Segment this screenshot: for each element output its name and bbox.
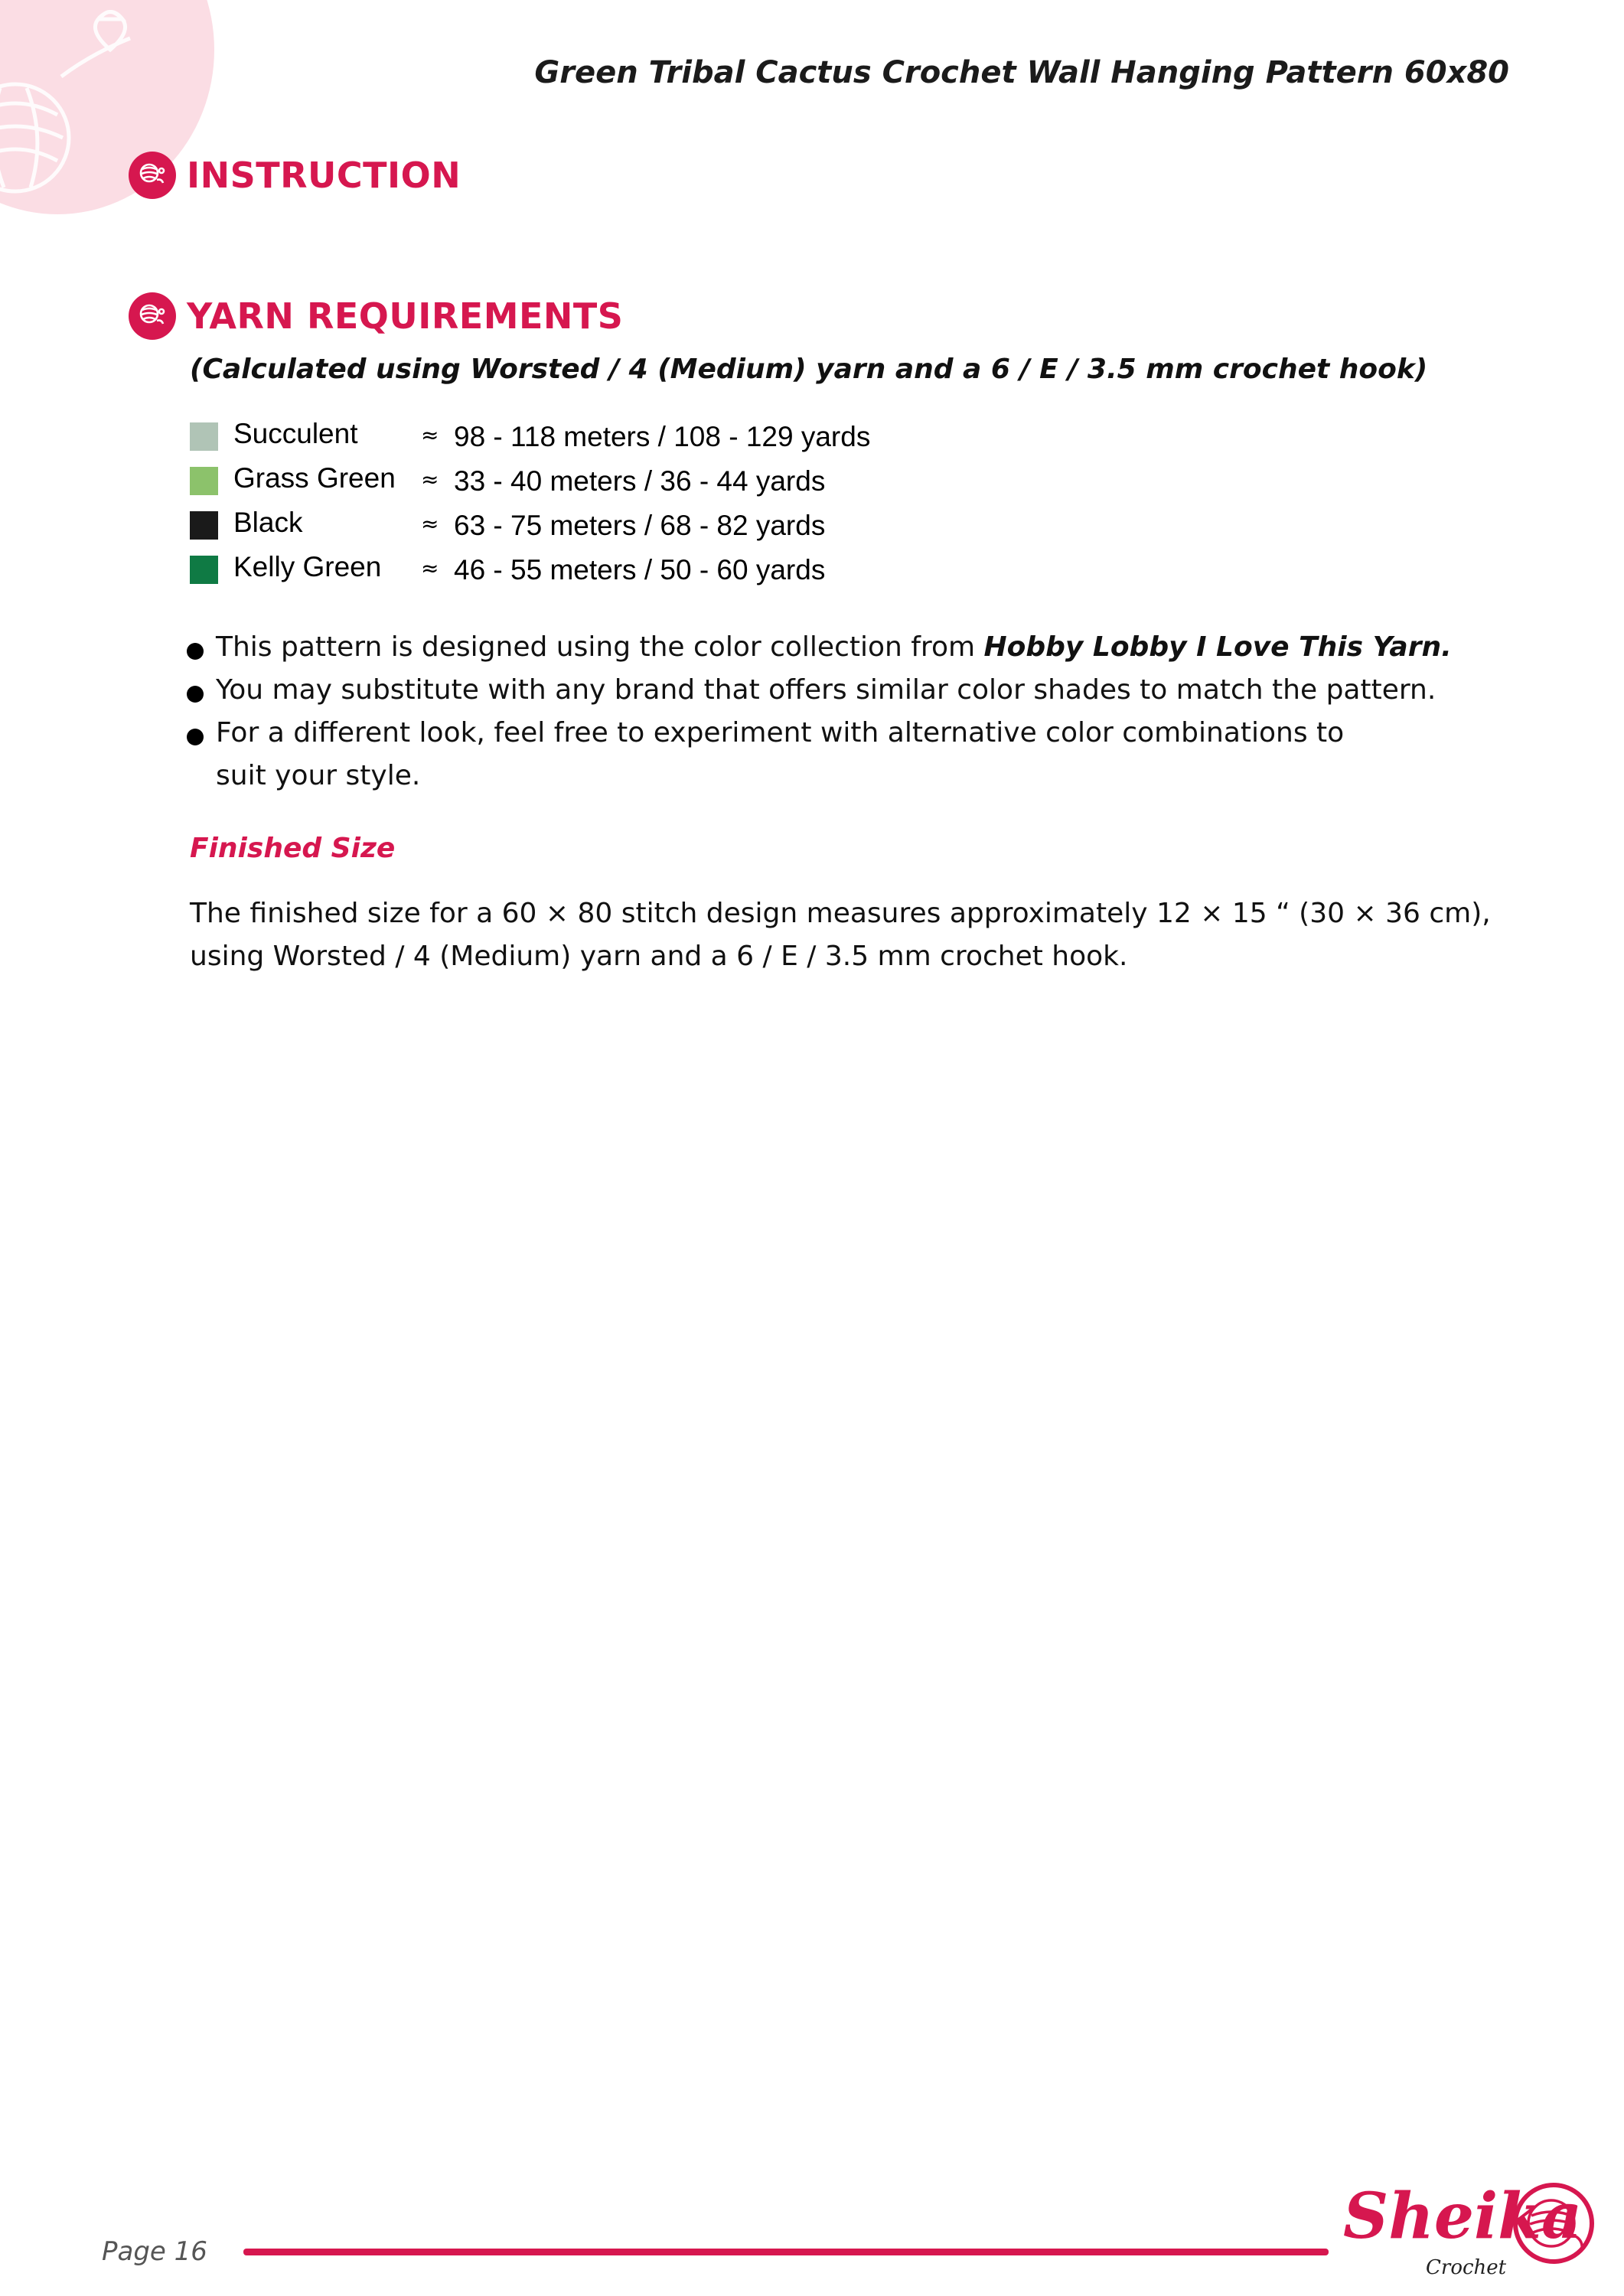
footer-divider (243, 2249, 1329, 2255)
brand-name: Hobby Lobby I Love This Yarn. (983, 631, 1452, 663)
yarn-requirements-heading-text: YARN REQUIREMENTS (187, 295, 624, 337)
note-text: For a different look, feel free to experiment with alternative color combinations to suit your style. (216, 717, 1345, 791)
instruction-heading-text: INSTRUCTION (187, 155, 461, 196)
yarn-amount: 98 - 118 meters / 108 - 129 yards (454, 421, 871, 452)
approx-symbol: ≈ (421, 422, 439, 448)
color-swatch (190, 556, 218, 584)
yarn-name: Black (233, 507, 303, 538)
approx-symbol: ≈ (421, 467, 439, 492)
document-title: Green Tribal Cactus Crochet Wall Hanging Pattern 60x80 (534, 55, 1509, 90)
yarn-name: Succulent (233, 418, 358, 449)
color-swatch (190, 467, 218, 495)
approx-symbol: ≈ (421, 511, 439, 536)
note-text: This pattern is designed using the color collection from (216, 631, 984, 663)
color-swatch (190, 422, 218, 451)
yarn-amount: 46 - 55 meters / 50 - 60 yards (454, 554, 826, 585)
brand-logo (1343, 2174, 1603, 2296)
note-text: You may substitute with any brand that offers similar color shades to match the pattern. (216, 674, 1436, 706)
yarn-ball-icon (1511, 2181, 1596, 2265)
page-number: Page 16 (102, 2236, 207, 2267)
finished-size-heading: Finished Size (190, 833, 396, 864)
note-item (184, 712, 1364, 797)
approx-symbol: ≈ (421, 556, 439, 581)
finished-size-text: The finished size for a 60 × 80 stitch design measures approximately 12 × 15 “ (30 × 36 cm), using Worsted / 4 (Medium) yarn and a 6 / E / 3.5 mm crochet hook. (190, 898, 1491, 972)
bullet-icon (187, 686, 204, 703)
yarn-ball-icon (129, 292, 176, 340)
yarn-name: Grass Green (233, 462, 396, 494)
yarn-name: Kelly Green (233, 551, 382, 582)
yarn-amount: 63 - 75 meters / 68 - 82 yards (454, 510, 826, 541)
logo-subtext: Crochet (1426, 2256, 1507, 2279)
color-swatch (190, 511, 218, 540)
bullet-icon (187, 729, 204, 745)
notes-list (184, 626, 1485, 797)
yarn-amount: 33 - 40 meters / 36 - 44 yards (454, 465, 826, 497)
yarn-requirements-heading (129, 292, 623, 340)
instruction-heading (129, 152, 461, 199)
note-item (184, 669, 1485, 712)
note-item (184, 626, 1485, 669)
yarn-subtitle: (Calculated using Worsted / 4 (Medium) yarn and a 6 / E / 3.5 mm crochet hook) (190, 354, 1428, 385)
logo-wordmark: Sheika (1343, 2180, 1583, 2253)
bullet-icon (187, 643, 204, 660)
yarn-ball-icon (129, 152, 176, 199)
